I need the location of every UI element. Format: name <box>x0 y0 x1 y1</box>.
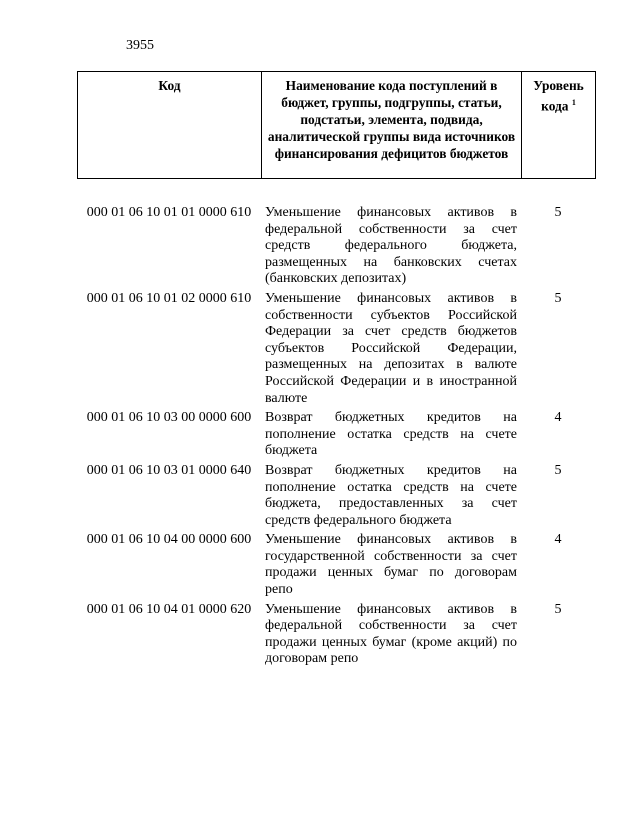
row-code: 000 01 06 10 03 01 0000 640 <box>86 462 252 478</box>
row-name: Возврат бюджетных кредитов на пополнение остатка средств на счете бюджета <box>265 410 517 459</box>
row-name: Уменьшение финансовых активов в собственности субъектов Российской Федерации за счет средств бюджетов субъектов Российской Федерации, размещенных на депозитах в валюте Российской Федерации и в иностранной валюте <box>265 290 517 406</box>
page-number: 3955 <box>126 38 154 53</box>
row-level: 5 <box>554 601 562 617</box>
table-row <box>77 205 595 291</box>
row-code: 000 01 06 10 04 00 0000 600 <box>86 532 252 548</box>
row-name: Уменьшение финансовых активов в государственной собственности за счет продажи ценных бумаг по договорам репо <box>265 532 517 598</box>
table-row <box>77 410 595 463</box>
table-row <box>77 463 595 532</box>
row-name: Уменьшение финансовых активов в федеральной собственности за счет продажи ценных бумаг (кроме акций) по договорам репо <box>265 601 517 667</box>
row-level: 5 <box>554 205 562 220</box>
table-row <box>77 532 595 601</box>
header-level-label: Уровень кода <box>533 78 584 114</box>
row-level: 5 <box>554 462 562 478</box>
table-row <box>77 602 595 671</box>
header-name: Наименование кода поступлений в бюджет, группы, подгруппы, статьи, подстатьи, элемента, подвида, аналитической группы вида источников финансирования дефицитов бюджетов <box>262 72 522 179</box>
row-code: 000 01 06 10 01 02 0000 610 <box>86 290 252 306</box>
row-name: Уменьшение финансовых активов в федеральной собственности за счет средств федерального бюджета, размещенных на банковских счетах (банковских депозитах) <box>265 205 517 287</box>
row-level: 4 <box>554 532 562 548</box>
table-body <box>77 205 595 671</box>
row-level: 4 <box>554 410 562 426</box>
table-row <box>77 291 595 410</box>
header-level <box>522 72 596 179</box>
header-code: Код <box>78 72 262 179</box>
row-level: 5 <box>554 290 562 306</box>
row-code: 000 01 06 10 03 00 0000 600 <box>86 410 252 426</box>
row-code: 000 01 06 10 01 01 0000 610 <box>86 205 252 220</box>
table-header <box>77 71 596 179</box>
footnote-marker: 1 <box>571 98 576 107</box>
row-name: Возврат бюджетных кредитов на пополнение остатка средств на счете бюджета, предоставленных за счет средств федерального бюджета <box>265 462 517 528</box>
row-code: 000 01 06 10 04 01 0000 620 <box>86 601 252 617</box>
